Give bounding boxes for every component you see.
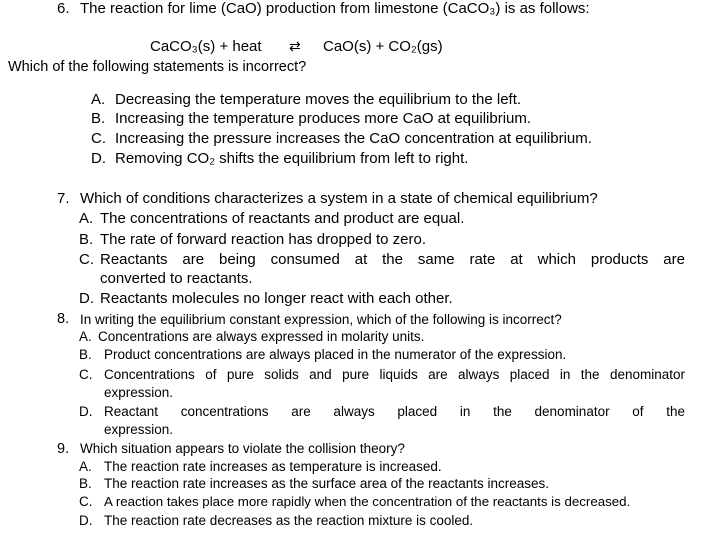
q8-option-d-letter: D. [79,404,93,419]
q9-option-a-letter: A. [79,459,92,474]
q9-number: 9. [57,441,70,457]
q9-option-c-letter: C. [79,494,93,509]
q9-stem: Which situation appears to violate the collision theory? [80,441,405,456]
q8-option-d-text: Reactant concentrations are always placed in the denominator of the [104,404,685,419]
q6-option-b-letter: B. [91,110,106,127]
q8-option-b-text: Product concentrations are always placed in the numerator of the expression. [104,347,567,362]
q7-number: 7. [57,190,70,207]
q8-option-a-letter: A. [79,329,92,344]
q8-option-c-text: Concentrations of pure solids and pure liquids are always placed in the denominator [104,367,685,382]
q7-option-a-letter: A. [79,210,94,227]
q7-option-c-text: Reactants are being consumed at the same rate at which products are [100,251,685,268]
q7-stem: Which of conditions characterizes a system in a state of chemical equilibrium? [80,190,598,207]
q7-option-d-letter: D. [79,290,94,307]
q6-equation-right: CaO(s) + CO₂(gs) [323,38,443,55]
q7-option-c-letter: C. [79,251,94,268]
q7-option-b-letter: B. [79,231,94,248]
q9-option-c-text: A reaction takes place more rapidly when the concentration of the reactants is decreased. [104,494,631,509]
q6-option-a-letter: A. [91,91,106,108]
q7-option-b-text: The rate of forward reaction has dropped to zero. [100,231,427,248]
q7-option-c-text-continued: converted to reactants. [100,270,253,287]
q8-option-a-text: Concentrations are always expressed in molarity units. [98,329,425,344]
q8-number: 8. [57,311,70,327]
q8-stem: In writing the equilibrium constant expression, which of the following is incorrect? [80,312,562,327]
q6-option-d-letter: D. [91,150,106,167]
q6-option-d-text: Removing CO₂ shifts the equilibrium from left to right. [115,150,469,167]
q9-option-b-letter: B. [79,476,92,491]
q6-prompt: Which of the following statements is incorrect? [8,59,307,75]
q7-option-a-text: The concentrations of reactants and product are equal. [100,210,465,227]
q8-option-c-text-continued: expression. [104,385,174,400]
q9-option-d-text: The reaction rate decreases as the reaction mixture is cooled. [104,513,474,528]
q9-option-a-text: The reaction rate increases as temperature is increased. [104,459,442,474]
q6-option-b-text: Increasing the temperature produces more CaO at equilibrium. [115,110,532,127]
q7-option-d-text: Reactants molecules no longer react with each other. [100,290,453,307]
q6-option-a-text: Decreasing the temperature moves the equilibrium to the left. [115,91,522,108]
q9-option-d-letter: D. [79,513,93,528]
equilibrium-arrow-icon: ⇄ [289,38,301,54]
q6-number: 6. [57,0,70,17]
q6-option-c-letter: C. [91,130,106,147]
q8-option-b-letter: B. [79,347,92,362]
q6-stem: The reaction for lime (CaO) production from limestone (CaCO₃) is as follows: [80,0,590,17]
q9-option-b-text: The reaction rate increases as the surface area of the reactants increases. [104,476,549,491]
q8-option-d-text-continued: expression. [104,422,174,437]
q6-equation-left: CaCO₃(s) + heat [150,38,262,55]
q8-option-c-letter: C. [79,367,93,382]
q6-option-c-text: Increasing the pressure increases the CaO concentration at equilibrium. [115,130,592,147]
